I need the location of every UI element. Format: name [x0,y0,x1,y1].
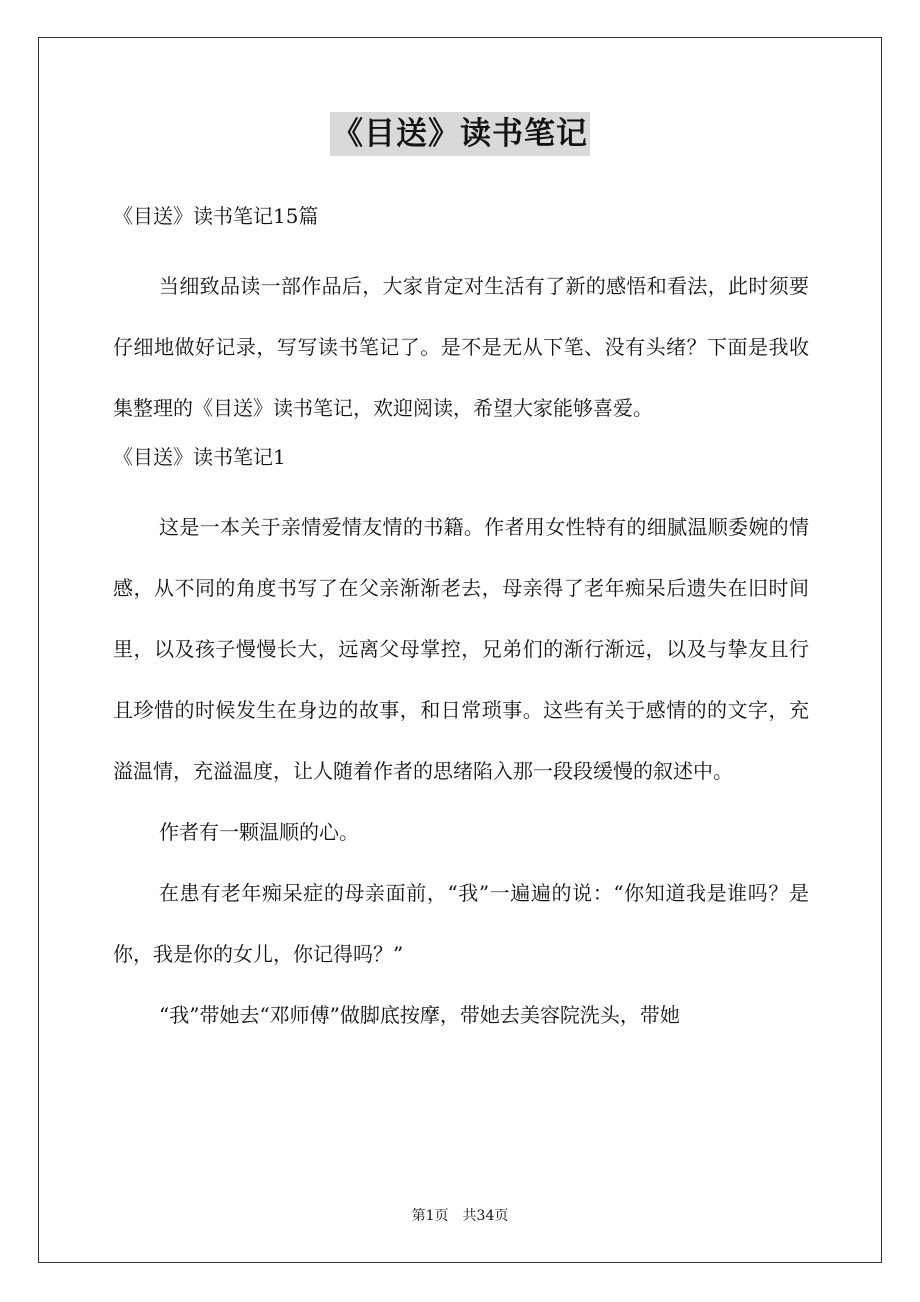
body-paragraph: 这是一本关于亲情爱情友情的书籍。作者用女性特有的细腻温顺委婉的情感，从不同的角度书写了在父亲渐渐老去，母亲得了老年痴呆后遗失在旧时间里，以及孩子慢慢长大，远离父母掌控，兄弟们的渐行渐远，以及与挚友且行且珍惜的时候发生在身边的故事，和日常琐事。这些有关于感情的的文字，充溢温情，充溢温度，让人随着作者的思绪陷入那一段段缓慢的叙述中。 [113,515,809,783]
title-container [0,112,920,156]
body-paragraph: “我”带她去“邓师傅”做脚底按摩，带她去美容院洗头，带她 [159,1003,680,1027]
body-paragraph: 作者有一颗温顺的心。 [159,820,359,844]
document-body [113,196,809,1046]
subtitle: 《目送》读书笔记15篇 [113,204,319,228]
intro-paragraph: 当细致品读一部作品后，大家肯定对生活有了新的感悟和看法，此时须要仔细地做好记录，写写读书笔记了。是不是无从下笔、没有头绪？下面是我收集整理的《目送》读书笔记，欢迎阅读，希望大家能够喜爱。 [113,274,809,420]
body-paragraph: 在患有老年痴呆症的母亲面前，“我”一遍遍的说：“你知道我是谁吗？是你，我是你的女儿，你记得吗？” [113,881,809,966]
page-footer [0,1206,920,1226]
page-number: 第1页 [411,1208,449,1224]
page-total: 共34页 [462,1208,509,1224]
section-heading: 《目送》读书笔记1 [113,445,286,469]
document-title: 《目送》读书笔记 [330,112,590,156]
